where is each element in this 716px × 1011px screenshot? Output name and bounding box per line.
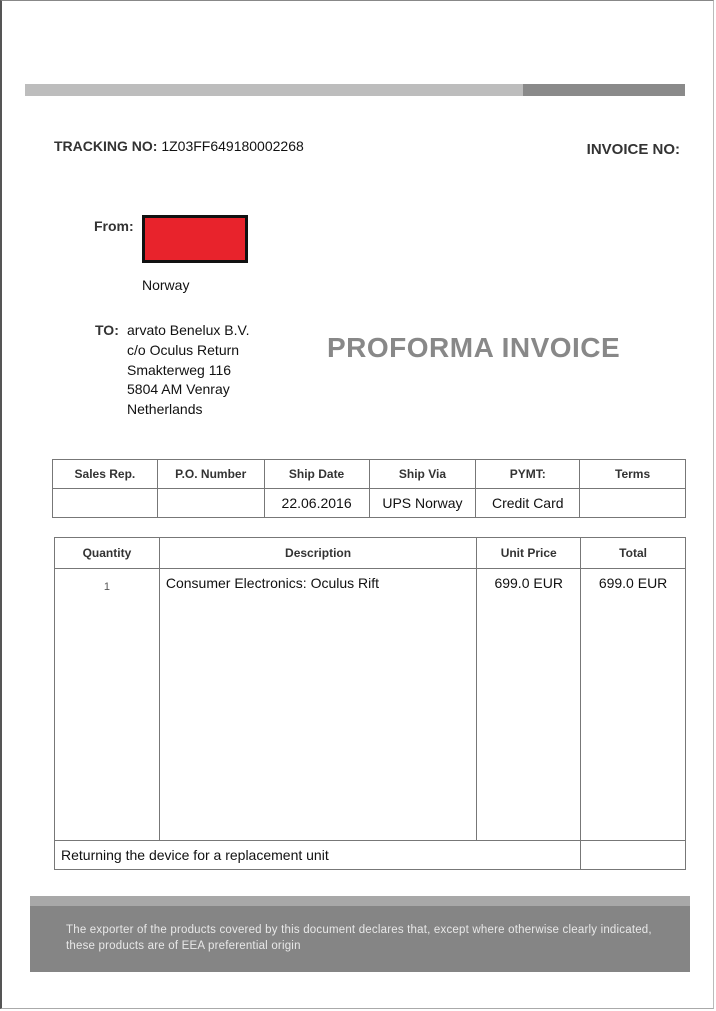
header-bar-accent bbox=[523, 84, 685, 96]
header-sales-rep: Sales Rep. bbox=[53, 460, 158, 489]
header-payment: PYMT: bbox=[476, 460, 580, 489]
item-unit-price: 699.0 EUR bbox=[477, 569, 581, 841]
item-quantity: 1 bbox=[55, 569, 160, 841]
address-line: arvato Benelux B.V. bbox=[127, 322, 250, 338]
ship-via-value: UPS Norway bbox=[369, 489, 476, 518]
table-header-row bbox=[55, 538, 686, 569]
invoice-number-label: INVOICE NO: bbox=[586, 141, 680, 158]
header-bar bbox=[25, 84, 685, 96]
header-description: Description bbox=[159, 538, 476, 569]
recipient-address bbox=[127, 321, 249, 420]
from-label: From: bbox=[94, 218, 134, 234]
declaration-stripe bbox=[30, 896, 690, 906]
header-unit-price: Unit Price bbox=[477, 538, 581, 569]
sales-rep-value bbox=[53, 489, 158, 518]
from-country: Norway bbox=[142, 277, 190, 293]
address-line: c/o Oculus Return bbox=[127, 341, 240, 358]
items-table bbox=[54, 537, 686, 870]
origin-declaration: The exporter of the products covered by this document declares that, except where otherwise clearly indicated, these products are of EEA preferential origin bbox=[66, 924, 652, 952]
shipping-table bbox=[52, 459, 686, 518]
document-title: PROFORMA INVOICE bbox=[327, 332, 621, 363]
header-po-number: P.O. Number bbox=[157, 460, 264, 489]
tracking-value: 1Z03FF649180002268 bbox=[161, 138, 304, 154]
footer-empty-cell bbox=[581, 841, 686, 870]
footer-note: Returning the device for a replacement unit bbox=[55, 841, 581, 870]
address-line: Netherlands bbox=[127, 401, 203, 418]
table-footer-row bbox=[55, 841, 686, 870]
item-total: 699.0 EUR bbox=[581, 569, 686, 841]
redacted-sender-block bbox=[142, 215, 248, 263]
tracking-number bbox=[54, 138, 304, 154]
ship-date-value: 22.06.2016 bbox=[264, 489, 369, 518]
header-total: Total bbox=[581, 538, 686, 569]
terms-value bbox=[580, 489, 686, 518]
header-ship-via: Ship Via bbox=[369, 460, 476, 489]
table-header-row bbox=[53, 460, 686, 489]
table-row bbox=[53, 489, 686, 518]
po-number-value bbox=[157, 489, 264, 518]
header-quantity: Quantity bbox=[55, 538, 160, 569]
header-terms: Terms bbox=[580, 460, 686, 489]
payment-value: Credit Card bbox=[476, 489, 580, 518]
address-line: 5804 AM Venray bbox=[127, 381, 230, 398]
item-description: Consumer Electronics: Oculus Rift bbox=[159, 569, 476, 841]
declaration-band bbox=[30, 896, 690, 972]
header-ship-date: Ship Date bbox=[264, 460, 369, 489]
table-row bbox=[55, 569, 686, 841]
address-line: Smakterweg 116 bbox=[127, 361, 232, 378]
tracking-label: TRACKING NO: bbox=[54, 138, 158, 154]
to-label: TO: bbox=[95, 322, 119, 338]
